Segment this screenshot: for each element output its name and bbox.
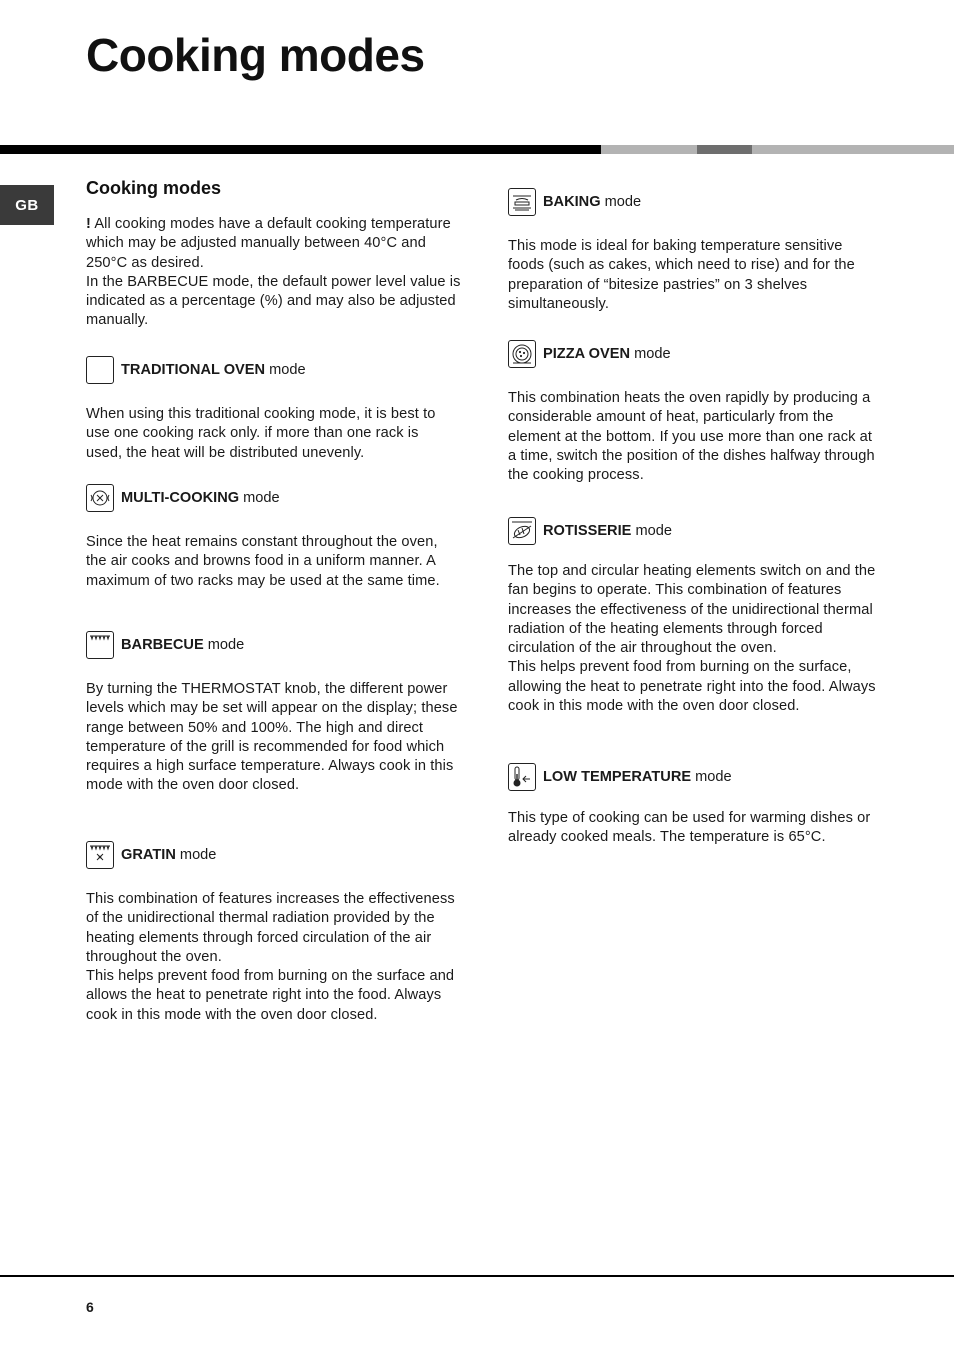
mode-description [508, 562, 888, 716]
mode-description: When using this traditional cooking mode, it is best to use one cooking rack only. if more than one rack is used, the heat will be distributed unevenly. [86, 406, 436, 461]
mode-name: BAKING [543, 194, 601, 210]
mode-barbecue [86, 629, 244, 661]
mode-description: By turning the THERMOSTAT knob, the different power levels which may be set will appear on the display; these range between 50% and 100%. The high and direct temperature of the grill is recommended for food which requires a high surface temperature. Always cook in this mode with the oven door closed. [86, 681, 458, 794]
mode-suffix: mode [203, 637, 245, 653]
header-rule-black [0, 145, 601, 154]
mode-name: GRATIN [121, 847, 176, 863]
mode-text-2: This helps prevent food from burning on the surface and allows the heat to penetrate right into the food. Always cook in this mode with the oven door closed. [86, 968, 455, 1023]
footer-rule [0, 1275, 954, 1277]
header-rule [0, 145, 954, 154]
mode-description: This mode is ideal for baking temperature sensitive foods (such as cakes, which need to rise) and for the preparation of “bitesize pastries” on 3 shelves simultaneously. [508, 238, 855, 312]
traditional-oven-icon [86, 356, 114, 384]
mode-suffix: mode [691, 769, 732, 785]
gratin-icon [86, 841, 114, 869]
intro-text-1: All cooking modes have a default cooking temperature which may be adjusted manually between 40°C and 250°C as desired. [86, 216, 451, 271]
mode-suffix: mode [631, 523, 672, 539]
page-title: Cooking modes [86, 29, 425, 81]
mode-text-1: This combination of features increases the effectiveness of the unidirectional thermal radiation provided by the heating elements through forced circulation of the air throughout the oven. [86, 891, 455, 965]
warning-mark: ! [86, 216, 91, 232]
page-number: 6 [86, 1299, 94, 1315]
mode-suffix: mode [175, 847, 217, 863]
header-rule-grey-1 [601, 145, 697, 154]
mode-name: PIZZA OVEN [543, 346, 631, 362]
language-tab: GB [0, 185, 54, 225]
intro-paragraph [86, 215, 466, 331]
section-heading: Cooking modes [86, 178, 222, 198]
mode-name: LOW TEMPERATURE [543, 769, 692, 785]
mode-low-temperature [508, 761, 732, 793]
mode-text-2: This helps prevent food from burning on the surface, allowing the heat to penetrate right into the food. Always cook in this mode with the oven door closed. [508, 659, 876, 715]
mode-name: BARBECUE [121, 637, 204, 653]
mode-suffix: mode [265, 362, 306, 378]
pizza-oven-icon [508, 340, 536, 368]
mode-gratin [86, 839, 216, 871]
mode-rotisserie [508, 515, 672, 547]
mode-baking [508, 186, 641, 218]
mode-suffix: mode [239, 490, 280, 506]
mode-name: TRADITIONAL OVEN [121, 362, 266, 378]
mode-name: ROTISSERIE [543, 523, 632, 539]
mode-description: This combination heats the oven rapidly by producing a considerable amount of heat, particularly from the element at the bottom. If you use more than one rack at a time, switch the position of the dishes halfway through the cooking process. [508, 390, 875, 484]
mode-suffix: mode [630, 346, 671, 362]
mode-text-1: The top and circular heating elements switch on and the fan begins to operate. This combination of features increases the effectiveness of the unidirectional thermal radiation of the heating elements through forced circulation of the air throughout the oven. [508, 563, 876, 657]
mode-description: Since the heat remains constant throughout the oven, the air cooks and browns food in a uniform manner. A maximum of two racks may be used at the same time. [86, 534, 440, 589]
barbecue-icon [86, 631, 114, 659]
mode-description: This type of cooking can be used for warming dishes or already cooked meals. The temperature is 65°C. [508, 810, 871, 846]
rotisserie-icon [508, 517, 536, 545]
header-rule-grey-3 [752, 145, 954, 154]
mode-traditional-oven [86, 354, 306, 386]
header-rule-grey-2 [697, 145, 752, 154]
baking-icon [508, 188, 536, 216]
mode-suffix: mode [600, 194, 642, 210]
intro-text-2: In the BARBECUE mode, the default power level value is indicated as a percentage (%) and may also be adjusted manually. [86, 273, 461, 329]
multi-cooking-icon [86, 484, 114, 512]
low-temperature-icon [508, 763, 536, 791]
mode-description [86, 890, 464, 1025]
mode-pizza-oven [508, 338, 671, 370]
mode-multi-cooking [86, 482, 280, 514]
mode-name: MULTI-COOKING [121, 490, 240, 506]
